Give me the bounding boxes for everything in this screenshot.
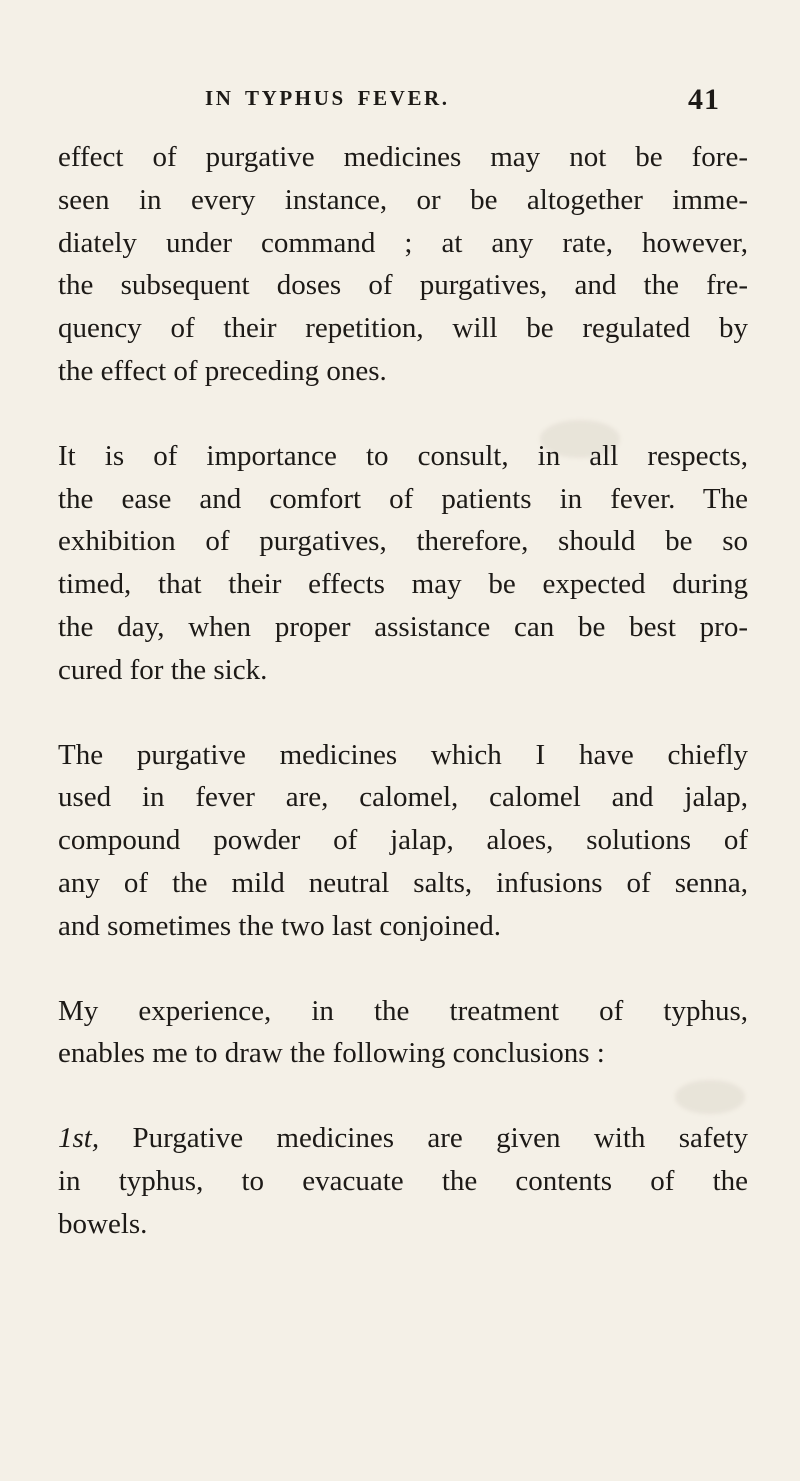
paragraph [58, 435, 748, 692]
body-text [58, 136, 748, 1288]
text-line: the effect of preceding ones. [58, 354, 387, 387]
paragraph [58, 734, 748, 948]
ordinal-marker: 1st, [58, 1122, 100, 1155]
text-line: compound powder of jalap, aloes, solutions of [58, 824, 748, 857]
page-number: 41 [688, 83, 720, 116]
text-line: diately under command ; at any rate, however, [58, 226, 748, 259]
paragraph [58, 136, 748, 393]
text-line: exhibition of purgatives, therefore, should be so [58, 525, 748, 558]
text-line: My experience, in the treatment of typhus, [58, 994, 748, 1027]
text-line: cured for the sick. [58, 653, 268, 686]
running-head [205, 83, 720, 126]
text-line: in typhus, to evacuate the contents of the [58, 1164, 748, 1197]
text-line: bowels. [58, 1207, 148, 1240]
text-line: seen in every instance, or be altogether imme- [58, 183, 748, 216]
text-line: any of the mild neutral salts, infusions of senna, [58, 866, 748, 899]
numbered-paragraph [58, 1117, 748, 1245]
text-fragment: Purgative medicines are given with safety [132, 1122, 749, 1155]
text-line: the ease and comfort of patients in fever. The [58, 482, 748, 515]
text-line: used in fever are, calomel, calomel and jalap, [58, 781, 748, 814]
text-line: the day, when proper assistance can be best pro- [58, 610, 748, 643]
paragraph [58, 990, 748, 1076]
text-line: effect of purgative medicines may not be fore- [58, 141, 748, 173]
text-line: enables me to draw the following conclusions : [58, 1037, 605, 1070]
text-line: and sometimes the two last conjoined. [58, 909, 501, 942]
text-line [58, 1117, 748, 1160]
text-line: It is of importance to consult, in all respects, [58, 439, 748, 472]
running-title: IN TYPHUS FEVER. [205, 86, 450, 110]
text-line: quency of their repetition, will be regulated by [58, 312, 748, 345]
text-line: the subsequent doses of purgatives, and the fre- [58, 269, 748, 302]
text-line: timed, that their effects may be expected during [58, 568, 748, 601]
text-line: The purgative medicines which I have chiefly [58, 738, 748, 771]
